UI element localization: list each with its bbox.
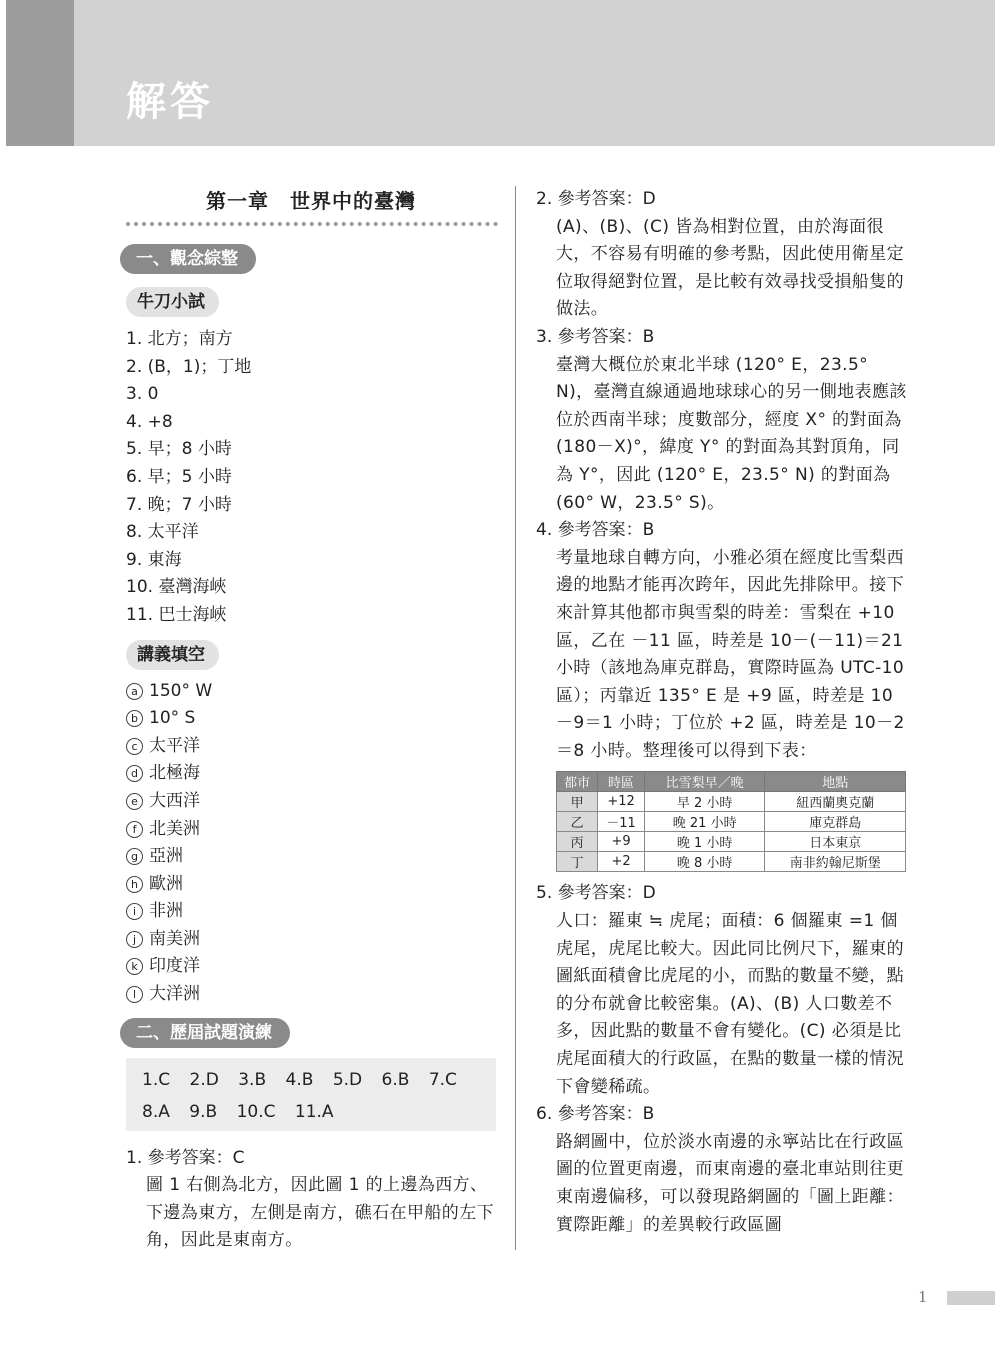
answer-key-item: 2.D (189, 1069, 219, 1090)
circled-letter-icon: g (126, 848, 143, 865)
table-cell: +12 (598, 792, 645, 812)
list-item-text: 非洲 (149, 901, 183, 922)
list-item: 1. 北方；南方 (126, 329, 233, 349)
list-item-text: 印度洋 (149, 956, 200, 977)
list-item: 6. 早；5 小時 (126, 466, 232, 487)
section-label-concepts: 一、觀念綜整 (120, 244, 256, 274)
table-cell: 庫克群島 (765, 812, 906, 832)
list-item-text: 南美洲 (149, 928, 200, 949)
list-item: 4. +8 (126, 411, 173, 432)
list-item (126, 953, 496, 981)
answer-key-row (142, 1096, 496, 1128)
table-cell: 晚 1 小時 (644, 832, 765, 852)
circled-letter-icon: h (126, 876, 143, 893)
table-header-row (557, 772, 906, 792)
question-explanation: (A)、(B)、(C) 皆為相對位置，由於海面很大，不容易有明確的參考點，因此使用衛星定位取得絕對位置，是比較有效尋找受損船隻的做法。 (556, 216, 904, 320)
table-cell: 日本東京 (765, 832, 906, 852)
list-item: 10. 臺灣海峽 (126, 577, 227, 598)
answer-key-item: 3.B (238, 1069, 267, 1090)
list-item (126, 760, 496, 788)
table-row (557, 852, 906, 872)
question-explanation: 人口：羅東 ≒ 虎尾；面積：6 個羅東 =1 個虎尾，虎尾比較大。因此同比例尺下，羅東的圖紙面積會比虎尾的小，而點的數量不變，點的分布就會比較密集。(A)、(B) 人口數差不多，因此點的數量不會有變化。(C) 必須是比虎尾面積大的行政區，在點的數量一樣的情況下會變稀疏。 (556, 911, 904, 1097)
answer-key-item: 5.D (332, 1069, 363, 1090)
question-5 (536, 880, 910, 1101)
circled-letter-icon: a (126, 683, 143, 700)
list-item: 7. 晚；7 小時 (126, 494, 232, 515)
list-item (126, 981, 496, 1009)
left-column (126, 186, 496, 1255)
table-header-cell: 都市 (557, 772, 598, 792)
table-cell: 丙 (557, 832, 598, 852)
question-1 (126, 1145, 496, 1255)
list-item-text: 太平洋 (149, 735, 200, 756)
table-cell: 晚 21 小時 (644, 812, 765, 832)
answer-key-item: 10.C (236, 1101, 276, 1122)
list-item (126, 898, 496, 926)
answer-key-item: 4.B (285, 1069, 314, 1090)
page-number-bar (947, 1291, 995, 1305)
list-item-text: 10° S (149, 708, 196, 729)
list-item (126, 733, 496, 761)
question-heading: 2. 參考答案：D (536, 189, 656, 209)
question-explanation: 圖 1 右側為北方，因此圖 1 的上邊為西方、下邊為東方，左側是南方，礁石在甲船的左下角，因此是東南方。 (146, 1175, 494, 1251)
list-item (126, 816, 496, 844)
circled-letter-icon: i (126, 903, 143, 920)
table-cell: 早 2 小時 (644, 792, 765, 812)
time-zone-table (556, 771, 906, 872)
list-item (126, 788, 496, 816)
table-cell: 南非約翰尼斯堡 (765, 852, 906, 872)
answer-key-box (126, 1058, 496, 1131)
answer-key-item: 1.C (142, 1069, 171, 1090)
header-tab (6, 0, 74, 146)
list-item (126, 705, 496, 733)
answer-key-item: 9.B (189, 1101, 218, 1122)
subsection-label-quiz: 牛刀小試 (126, 287, 219, 317)
table-cell: 甲 (557, 792, 598, 812)
list-item: 8. 太平洋 (126, 522, 199, 543)
subsection-label-fill-blanks: 講義填空 (126, 640, 219, 670)
answer-key-row (142, 1064, 496, 1096)
dotted-rule (126, 222, 498, 226)
answer-key-item: 7.C (428, 1069, 457, 1090)
table-cell: +2 (598, 852, 645, 872)
table-row (557, 832, 906, 852)
circled-letter-icon: e (126, 793, 143, 810)
list-item-text: 大洋洲 (149, 984, 200, 1005)
right-column (536, 186, 910, 1239)
table-row (557, 792, 906, 812)
question-heading: 1. 參考答案：C (126, 1147, 245, 1168)
list-item: 2. (B，1)；丁地 (126, 356, 252, 377)
list-item-text: 歐洲 (149, 873, 183, 894)
list-item-text: 北極海 (149, 763, 200, 784)
column-divider (515, 186, 516, 1250)
question-heading: 6. 參考答案：B (536, 1104, 655, 1125)
list-item (126, 926, 496, 954)
quiz-answer-list (126, 326, 496, 630)
question-2 (536, 186, 910, 324)
chapter-title: 第一章 世界中的臺灣 (206, 189, 416, 213)
question-6 (536, 1101, 910, 1239)
circled-letter-icon: d (126, 765, 143, 782)
fill-blank-list (126, 678, 496, 1009)
list-item (126, 871, 496, 899)
answer-key-item: 11.A (294, 1101, 334, 1122)
list-item-text: 150° W (149, 680, 213, 701)
circled-letter-icon: f (126, 821, 143, 838)
question-heading: 3. 參考答案：B (536, 326, 655, 347)
table-cell: +9 (598, 832, 645, 852)
table-header-cell: 比雪梨早／晚 (644, 772, 765, 792)
circled-letter-icon: j (126, 931, 143, 948)
list-item (126, 678, 496, 706)
circled-letter-icon: b (126, 710, 143, 727)
table-row (557, 812, 906, 832)
circled-letter-icon: k (126, 958, 143, 975)
question-explanation: 考量地球自轉方向，小雅必須在經度比雪梨西邊的地點才能再次跨年，因此先排除甲。接下來計算其他都市與雪梨的時差：雪梨在 +10 區，乙在 －11 區，時差是 10－(－11)＝21 小時（該地為庫克群島，實際時區為 UTC-10 區）；丙靠近 135° E 是 +9 區，時差是 10－9＝1 小時；丁位於 +2 區，時差是 10－2＝8 小時。整理後可以得到下表： (556, 547, 905, 761)
answer-key-item: 6.B (381, 1069, 410, 1090)
question-explanation: 路網圖中，位於淡水南邊的永寧站比在行政區圖的位置更南邊，而東南邊的臺北車站則往更東南邊偏移，可以發現路網圖的「圖上距離：實際距離」的差異較行政區圖 (556, 1131, 904, 1235)
question-heading: 4. 參考答案：B (536, 520, 655, 541)
page-title: 解答 (126, 79, 214, 125)
circled-letter-icon: l (126, 986, 143, 1003)
list-item-text: 亞洲 (149, 846, 183, 867)
question-explanation: 臺灣大概位於東北半球 (120° E，23.5° N)，臺灣直線通過地球球心的另一側地表應該位於西南半球；度數部分，經度 X° 的對面為 (180－X)°，緯度 Y° 的對面為其對頂角，同為 Y°，因此 (120° E，23.5° N) 的對面為 (60° W，23.5° S)。 (556, 354, 907, 513)
list-item-text: 大西洋 (149, 790, 200, 811)
list-item: 11. 巴士海峽 (126, 604, 227, 625)
table-cell: 晚 8 小時 (644, 852, 765, 872)
list-item-text: 北美洲 (149, 818, 200, 839)
table-header-cell: 地點 (765, 772, 906, 792)
question-heading: 5. 參考答案：D (536, 883, 656, 904)
question-4 (536, 517, 910, 765)
question-3 (536, 324, 910, 517)
table-cell: 乙 (557, 812, 598, 832)
circled-letter-icon: c (126, 738, 143, 755)
list-item: 3. 0 (126, 384, 159, 405)
table-cell: －11 (598, 812, 645, 832)
list-item: 9. 東海 (126, 549, 182, 570)
table-header-cell: 時區 (598, 772, 645, 792)
answer-key-item: 8.A (142, 1101, 170, 1122)
list-item (126, 843, 496, 871)
table-cell: 丁 (557, 852, 598, 872)
list-item: 5. 早；8 小時 (126, 439, 232, 460)
page-number: 1 (918, 1288, 928, 1306)
section-label-past-exams: 二、歷屆試題演練 (120, 1018, 290, 1048)
table-cell: 紐西蘭奧克蘭 (765, 792, 906, 812)
